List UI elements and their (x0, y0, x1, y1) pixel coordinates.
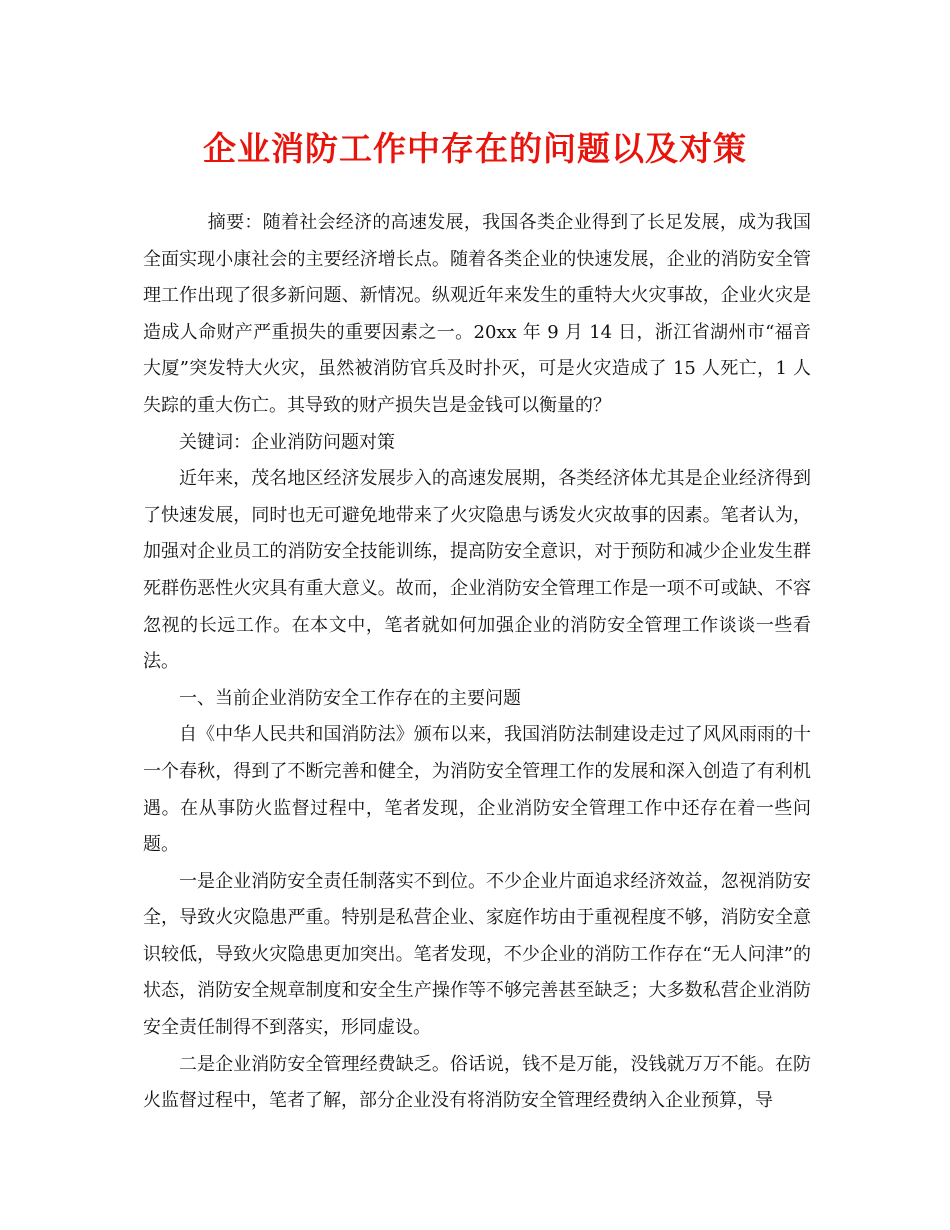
document-body (143, 205, 811, 1120)
keywords-paragraph: 关键词：企业消防问题对策 (179, 431, 395, 453)
section-heading: 一、当前企业消防安全工作存在的主要问题 (179, 687, 521, 709)
body-paragraph: 二是企业消防安全管理经费缺乏。俗话说，钱不是万能，没钱就万万不能。在防火监督过程中，笔者了解，部分企业没有将消防安全管理经费纳入企业预算，导 (143, 1053, 811, 1112)
intro-paragraph: 近年来，茂名地区经济发展步入的高速发展期，各类经济体尤其是企业经济得到了快速发展，同时也无可避免地带来了火灾隐患与诱发火灾故事的因素。笔者认为，加强对企业员工的消防安全技能训练，提高防安全意识，对于预防和减少企业发生群死群伤恶性火灾具有重大意义。故而，企业消防安全管理工作是一项不可或缺、不容忽视的长远工作。在本文中，笔者就如何加强企业的消防安全管理工作谈谈一些看法。 (143, 468, 811, 673)
body-paragraph: 自《中华人民共和国消防法》颁布以来，我国消防法制建设走过了风风雨雨的十一个春秋，得到了不断完善和健全，为消防安全管理工作的发展和深入创造了有利机遇。在从事防火监督过程中，笔者发现，企业消防安全管理工作中还存在着一些问题。 (143, 724, 811, 856)
document-title: 企业消防工作中存在的问题以及对策 (203, 129, 747, 168)
body-paragraph: 一是企业消防安全责任制落实不到位。不少企业片面追求经济效益，忽视消防安全，导致火灾隐患严重。特别是私营企业、家庭作坊由于重视程度不够，消防安全意识较低，导致火灾隐患更加突出。笔者发现，不少企业的消防工作存在“无人问津”的状态，消防安全规章制度和安全生产操作等不够完善甚至缺乏；大多数私营企业消防安全责任制得不到落实，形同虚设。 (143, 870, 811, 1039)
abstract-paragraph: 摘要：随着社会经济的高速发展，我国各类企业得到了长足发展，成为我国全面实现小康社会的主要经济增长点。随着各类企业的快速发展，企业的消防安全管理工作出现了很多新问题、新情况。纵观近年来发生的重特大火灾事故，企业火灾是造成人命财产严重损失的重要因素之一。20xx 年 9 月 14 日，浙江省湖州市“福音大厦”突发特大火灾，虽然被消防官兵及时扑灭，可是火灾造成了 15 人死亡，1 人失踪的重大伤亡。其导致的财产损失岂是金钱可以衡量的？ (143, 212, 811, 416)
